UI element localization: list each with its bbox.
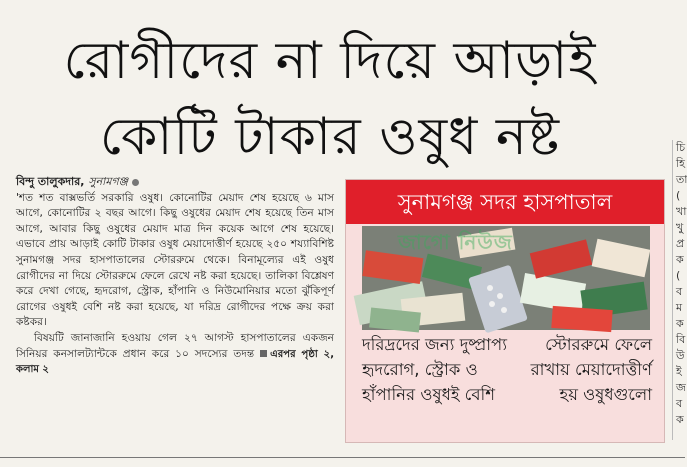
edge-fragment: ই: [676, 365, 682, 378]
headline-line-1: রোগীদের না দিয়ে আড়াই: [63, 31, 597, 92]
byline-place: সুনামগঞ্জ: [88, 175, 129, 188]
headline: [0, 23, 660, 175]
edge-fragment: ব: [676, 397, 683, 410]
edge-fragment: তা: [676, 173, 687, 186]
photo-panel: [345, 179, 665, 443]
photo-header: সুনামগঞ্জ সদর হাসপাতাল: [346, 180, 664, 224]
edge-fragment: হি: [676, 157, 685, 170]
edge-fragment: ক: [676, 317, 684, 330]
headline-line-2: কোটি টাকার ওষুধ নষ্ট: [99, 107, 561, 168]
byline-name: বিন্দু তালুকদার,: [16, 175, 85, 188]
edge-fragment: জ: [676, 381, 686, 394]
adjacent-column-edge: [672, 140, 686, 440]
edge-fragment: ব: [676, 285, 683, 298]
article-paragraph-2: [16, 331, 334, 378]
bottom-rule: [0, 457, 685, 458]
article-body: [16, 174, 334, 378]
article-paragraph-2-text: বিষয়টি জানাজানি হওয়ায় গেল ২৭ আগস্ট হাসপাতালের একজন সিনিয়র কনসালট্যান্টকে প্রধান করে ১০ সদস্যের তদন্ত: [16, 331, 334, 360]
continued-label: এরপর পৃষ্ঠা ২, কলাম ২: [16, 348, 334, 376]
caption-left: দরিদ্রদের জন্য দুষ্প্রাপ্য হৃদরোগ, স্ট্রোক ও হাঁপানির ওষুধই বেশি: [362, 335, 508, 404]
article-paragraph-1: 'শত শত বাক্সভর্তি সরকারি ওষুধ। কোনোটির মেয়াদ শেষ হয়েছে ৬ মাস আগে, কোনোটির ২ বছর আগে। কিছু ওষুধের মেয়াদ শেষ হয়েছে তিন মাস আগে, আবার কিছু ওষুধের মেয়াদ মাত্র দিন কয়েক আগে শেষ হয়েছে। এভাবে প্রায় আড়াই কোটি টাকার ওষুধ মেয়াদোত্তীর্ণ হয়েছে ২৫০ শয্যাবিশিষ্ট সুনামগঞ্জ সদর হাসপাতালের স্টোররুমে থেকে। বিনামূল্যের এই ওষুধ রোগীদের না দিয়ে স্টোররুমে ফেলে রেখে নষ্ট করা হয়েছে। তালিকা বিশ্লেষণ করে দেখা গেছে, হৃদরোগ, স্ট্রোক, হাঁপানি ও নিউমোনিয়ার মতো ঝুঁকিপূর্ণ রোগের ওষুধই বেশি নষ্ট করা হয়েছে, যা দরিদ্র রোগীদের পক্ষে ক্রয় করা কষ্টকর।: [16, 191, 334, 329]
square-bullet-icon: [260, 350, 267, 357]
medicine-photo: [362, 226, 650, 330]
bullet-icon: [132, 179, 139, 186]
edge-fragment: বি: [676, 333, 686, 346]
watermark-text: জাগো নিউজ: [398, 230, 513, 254]
edge-fragment: প্র: [676, 237, 685, 250]
edge-fragment: ক: [676, 413, 684, 426]
edge-fragment: খা: [676, 205, 687, 218]
edge-fragment: ক: [676, 253, 684, 266]
edge-fragment: চি: [676, 141, 686, 154]
caption-right: স্টোররুমে ফেলে রাখায় মেয়াদোত্তীর্ণ হয় ওষুধগুলো: [530, 335, 652, 404]
edge-fragment: খু: [676, 221, 684, 234]
byline: [16, 174, 334, 190]
edge-fragment: উ: [676, 349, 685, 362]
edge-fragment: (: [676, 269, 681, 282]
edge-fragment: (: [676, 189, 681, 202]
edge-fragment: ম: [676, 301, 683, 314]
